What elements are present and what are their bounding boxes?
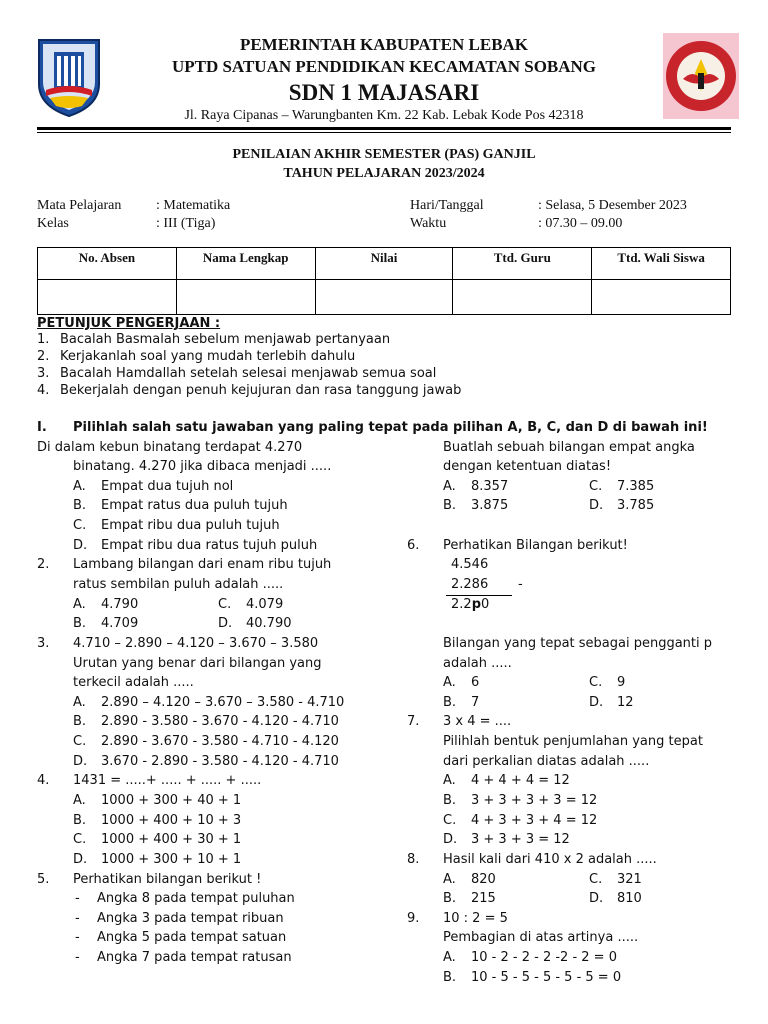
q9-text: Pembagian di atas artinya ..... <box>443 930 639 945</box>
q3-text: 4.710 – 2.890 – 4.120 – 3.670 – 3.580 <box>73 636 319 651</box>
q5-option-letter: A. <box>443 479 456 494</box>
q3-text: terkecil adalah ..... <box>73 675 194 690</box>
q5-option-letter: C. <box>589 479 603 494</box>
header-divider-thin <box>37 132 731 133</box>
cell-ttd-wali-siswa[interactable] <box>592 280 731 315</box>
q7-text: Pilihlah bentuk penjumlahan yang tepat <box>443 734 703 749</box>
time-value: : 07.30 – 09.00 <box>538 216 623 231</box>
q9-option-a[interactable]: 10 - 2 - 2 - 2 -2 - 2 = 0 <box>471 950 617 965</box>
q5-clue: Angka 7 pada tempat ratusan <box>97 950 292 965</box>
q5-clue: Angka 5 pada tempat satuan <box>97 930 287 945</box>
q6-text: Bilangan yang tepat sebagai pengganti p <box>443 636 713 651</box>
q4-option-letter: C. <box>73 832 87 847</box>
q2-text: ratus sembilan puluh adalah ..... <box>73 577 284 592</box>
q1-option-letter: D. <box>73 538 88 553</box>
header-no-absen: No. Absen <box>38 248 177 280</box>
q8-number: 8. <box>407 852 420 867</box>
q3-option-a[interactable]: 2.890 – 4.120 – 3.670 – 3.580 - 4.710 <box>101 695 345 710</box>
q5-clue: Angka 3 pada tempat ribuan <box>97 911 284 926</box>
q6-minus-sign: - <box>518 577 523 592</box>
time-label: Waktu <box>410 216 447 231</box>
q5-text: Perhatikan bilangan berikut ! <box>73 872 262 887</box>
q2-option-d[interactable]: 40.790 <box>246 616 292 631</box>
q6-option-letter: B. <box>443 695 457 710</box>
q3-text: Urutan yang benar dari bilangan yang <box>73 656 322 671</box>
q1-option-letter: A. <box>73 479 86 494</box>
instruction-num: 2. <box>37 349 50 364</box>
q7-number: 7. <box>407 714 420 729</box>
q6-result-part: 0 <box>481 597 490 612</box>
q8-option-letter: C. <box>589 872 603 887</box>
header-divider-thick <box>37 127 731 130</box>
q6-option-b[interactable]: 7 <box>471 695 480 710</box>
q1-option-c[interactable]: Empat ribu dua puluh tujuh <box>101 518 280 533</box>
section-instruction: Pilihlah salah satu jawaban yang paling tepat pada pilihan A, B, C, dan D di bawah ini! <box>73 420 708 435</box>
q2-option-letter: A. <box>73 597 86 612</box>
q6-result <box>451 597 489 612</box>
subject-label: Mata Pelajaran <box>37 198 122 213</box>
q6-option-c[interactable]: 9 <box>617 675 626 690</box>
instruction-num: 4. <box>37 383 50 398</box>
q5-number: 5. <box>37 872 50 887</box>
instruction-text: Kerjakanlah soal yang mudah terlebih dahulu <box>60 349 356 364</box>
school-name: SDN 1 MAJASARI <box>288 80 480 105</box>
q3-option-letter: A. <box>73 695 86 710</box>
header-nilai: Nilai <box>315 248 453 280</box>
q5-option-letter: D. <box>589 498 604 513</box>
q1-option-a[interactable]: Empat dua tujuh nol <box>101 479 234 494</box>
q9-option-letter: A. <box>443 950 456 965</box>
q6-text: Perhatikan Bilangan berikut! <box>443 538 628 553</box>
q6-option-letter: A. <box>443 675 456 690</box>
q7-option-letter: B. <box>443 793 457 808</box>
exam-year: TAHUN PELAJARAN 2023/2024 <box>283 166 485 181</box>
q8-option-letter: B. <box>443 891 457 906</box>
q6-option-letter: C. <box>589 675 603 690</box>
q3-option-d[interactable]: 3.670 - 2.890 - 3.580 - 4.120 - 4.710 <box>101 754 339 769</box>
q5-dash: - <box>75 911 80 926</box>
q4-option-d[interactable]: 1000 + 300 + 10 + 1 <box>101 852 242 867</box>
q7-option-letter: C. <box>443 813 457 828</box>
instruction-num: 1. <box>37 332 50 347</box>
q6-result-part: 2.2 <box>451 597 472 612</box>
q8-option-c[interactable]: 321 <box>617 872 642 887</box>
q8-option-b[interactable]: 215 <box>471 891 496 906</box>
q1-option-letter: C. <box>73 518 87 533</box>
q6-subtraction-line <box>446 595 512 596</box>
q8-option-letter: A. <box>443 872 456 887</box>
class-value: : III (Tiga) <box>156 216 216 231</box>
q2-number: 2. <box>37 557 50 572</box>
q4-option-letter: A. <box>73 793 86 808</box>
day-value: : Selasa, 5 Desember 2023 <box>538 198 687 213</box>
q1-text: Di dalam kebun binatang terdapat 4.270 <box>37 440 303 455</box>
q7-option-b[interactable]: 3 + 3 + 3 + 3 = 12 <box>471 793 598 808</box>
cell-nama-lengkap[interactable] <box>176 280 315 315</box>
header-nama-lengkap: Nama Lengkap <box>176 248 315 280</box>
q6-text: adalah ..... <box>443 656 512 671</box>
school-address: Jl. Raya Cipanas – Warungbanten Km. 22 Kab. Lebak Kode Pos 42318 <box>184 108 584 123</box>
q1-text: binatang. 4.270 jika dibaca menjadi ..... <box>73 459 332 474</box>
instruction-text: Bacalah Basmalah sebelum menjawab pertanyaan <box>60 332 391 347</box>
cell-ttd-guru[interactable] <box>453 280 592 315</box>
q4-option-letter: B. <box>73 813 87 828</box>
q7-option-letter: A. <box>443 773 456 788</box>
q3-option-letter: C. <box>73 734 87 749</box>
q7-option-letter: D. <box>443 832 458 847</box>
q2-option-b[interactable]: 4.709 <box>101 616 139 631</box>
q5-option-letter: B. <box>443 498 457 513</box>
q5-option-d[interactable]: 3.785 <box>617 498 655 513</box>
instruction-text: Bacalah Hamdallah setelah selesai menjawab semua soal <box>60 366 437 381</box>
q9-option-b[interactable]: 10 - 5 - 5 - 5 - 5 - 5 = 0 <box>471 970 622 985</box>
q2-option-a[interactable]: 4.790 <box>101 597 139 612</box>
exam-title: PENILAIAN AKHIR SEMESTER (PAS) GANJIL <box>232 147 536 162</box>
q7-text: dari perkalian diatas adalah ..... <box>443 754 650 769</box>
header-line-2: UPTD SATUAN PENDIDIKAN KECAMATAN SOBANG <box>171 57 597 76</box>
right-logo <box>663 33 739 119</box>
q9-option-letter: B. <box>443 970 457 985</box>
q4-option-letter: D. <box>73 852 88 867</box>
q4-option-a[interactable]: 1000 + 300 + 40 + 1 <box>101 793 242 808</box>
header-ttd-guru: Ttd. Guru <box>453 248 592 280</box>
q3-option-b[interactable]: 2.890 - 3.580 - 3.670 - 4.120 - 4.710 <box>101 714 339 729</box>
q7-option-d[interactable]: 3 + 3 + 3 = 12 <box>471 832 570 847</box>
q8-option-a[interactable]: 820 <box>471 872 496 887</box>
instructions-title: PETUNJUK PENGERJAAN : <box>37 316 221 331</box>
q5-text: Buatlah sebuah bilangan empat angka <box>443 440 695 455</box>
q5-option-c[interactable]: 7.385 <box>617 479 655 494</box>
header-ttd-wali-siswa: Ttd. Wali Siswa <box>592 248 731 280</box>
q9-number: 9. <box>407 911 420 926</box>
q4-text: 1431 = .....+ ..... + ..... + ..... <box>73 773 262 788</box>
q8-option-letter: D. <box>589 891 604 906</box>
day-label: Hari/Tanggal <box>410 198 484 213</box>
q6-option-d[interactable]: 12 <box>617 695 634 710</box>
q6-number-1: 4.546 <box>451 557 489 572</box>
q4-option-c[interactable]: 1000 + 400 + 30 + 1 <box>101 832 242 847</box>
q3-option-c[interactable]: 2.890 - 3.670 - 3.580 - 4.710 - 4.120 <box>101 734 339 749</box>
q4-number: 4. <box>37 773 50 788</box>
cell-nilai[interactable] <box>315 280 453 315</box>
q8-option-d[interactable]: 810 <box>617 891 642 906</box>
class-label: Kelas <box>37 216 69 231</box>
q5-dash: - <box>75 930 80 945</box>
q3-number: 3. <box>37 636 50 651</box>
q7-text: 3 x 4 = .... <box>443 714 512 729</box>
cell-no-absen[interactable] <box>38 280 177 315</box>
q6-number-2: 2.286 <box>451 577 489 592</box>
q2-option-letter: C. <box>218 597 232 612</box>
q2-text: Lambang bilangan dari enam ribu tujuh <box>73 557 332 572</box>
q5-option-a[interactable]: 8.357 <box>471 479 509 494</box>
q5-option-b[interactable]: 3.875 <box>471 498 509 513</box>
q9-text: 10 : 2 = 5 <box>443 911 508 926</box>
q6-option-letter: D. <box>589 695 604 710</box>
q3-option-letter: D. <box>73 754 88 769</box>
q1-option-b[interactable]: Empat ratus dua puluh tujuh <box>101 498 288 513</box>
q2-option-letter: B. <box>73 616 87 631</box>
q4-option-b[interactable]: 1000 + 400 + 10 + 3 <box>101 813 242 828</box>
instruction-text: Bekerjalah dengan penuh kejujuran dan rasa tanggung jawab <box>60 383 462 398</box>
q5-dash: - <box>75 891 80 906</box>
q2-option-c[interactable]: 4.079 <box>246 597 284 612</box>
q7-option-c[interactable]: 4 + 3 + 3 + 4 = 12 <box>471 813 598 828</box>
subject-value: : Matematika <box>156 198 231 213</box>
q1-option-letter: B. <box>73 498 87 513</box>
q6-result-p: p <box>471 597 481 612</box>
section-number: I. <box>37 420 47 435</box>
q1-option-d[interactable]: Empat ribu dua ratus tujuh puluh <box>101 538 318 553</box>
student-identity-table <box>37 247 731 315</box>
q8-text: Hasil kali dari 410 x 2 adalah ..... <box>443 852 657 867</box>
q3-option-letter: B. <box>73 714 87 729</box>
q6-option-a[interactable]: 6 <box>471 675 480 690</box>
q6-number: 6. <box>407 538 420 553</box>
q5-text: dengan ketentuan diatas! <box>443 459 612 474</box>
q2-option-letter: D. <box>218 616 233 631</box>
q5-clue: Angka 8 pada tempat puluhan <box>97 891 295 906</box>
q5-dash: - <box>75 950 80 965</box>
q7-option-a[interactable]: 4 + 4 + 4 = 12 <box>471 773 570 788</box>
header-line-1: PEMERINTAH KABUPATEN LEBAK <box>239 35 529 54</box>
instruction-num: 3. <box>37 366 50 381</box>
